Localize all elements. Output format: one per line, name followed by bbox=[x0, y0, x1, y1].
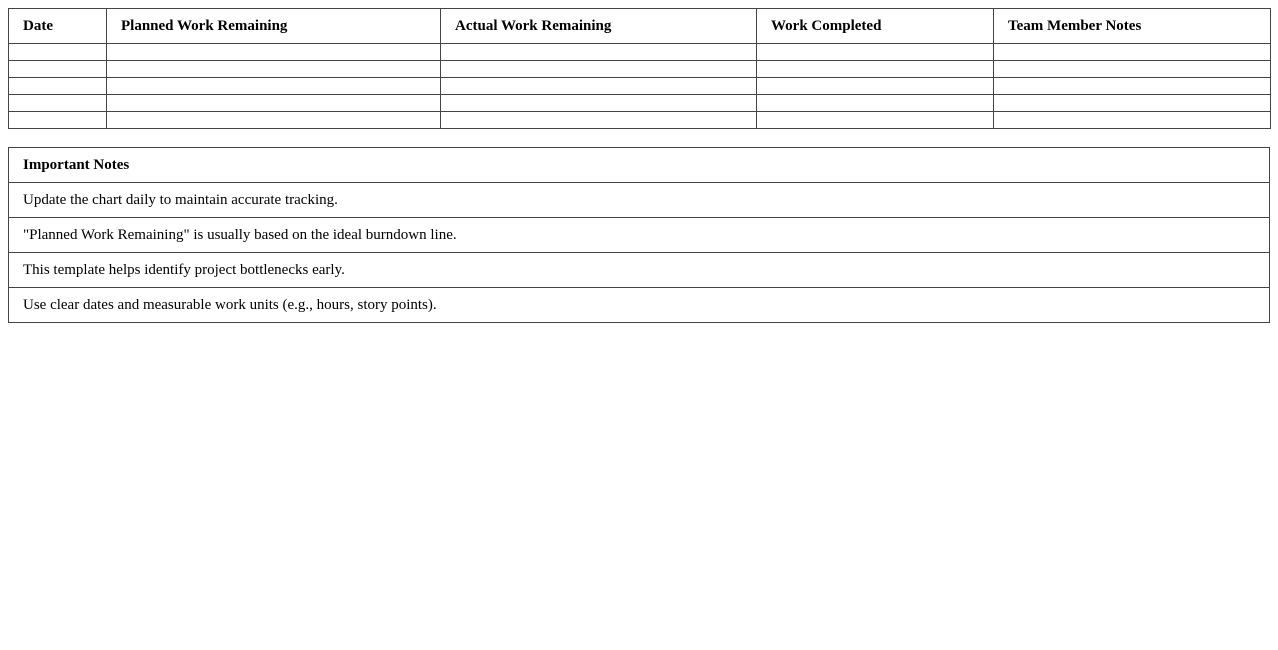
notes-header-row bbox=[9, 148, 1270, 183]
table-cell-actual[interactable] bbox=[441, 61, 757, 78]
column-header-planned-work-remaining: Planned Work Remaining bbox=[107, 9, 441, 44]
table-cell-planned[interactable] bbox=[107, 78, 441, 95]
column-header-date: Date bbox=[9, 9, 107, 44]
table-cell-completed[interactable] bbox=[757, 112, 994, 129]
table-cell-actual[interactable] bbox=[441, 44, 757, 61]
table-cell-notes[interactable] bbox=[994, 44, 1271, 61]
table-cell-completed[interactable] bbox=[757, 78, 994, 95]
table-cell-planned[interactable] bbox=[107, 44, 441, 61]
table-cell-planned[interactable] bbox=[107, 61, 441, 78]
table-row bbox=[9, 44, 1271, 61]
note-text: Use clear dates and measurable work units (e.g., hours, story points). bbox=[9, 288, 1270, 323]
table-cell-planned[interactable] bbox=[107, 112, 441, 129]
column-header-work-completed: Work Completed bbox=[757, 9, 994, 44]
burndown-table bbox=[8, 8, 1271, 129]
column-header-actual-work-remaining: Actual Work Remaining bbox=[441, 9, 757, 44]
list-item bbox=[9, 183, 1270, 218]
column-header-team-member-notes: Team Member Notes bbox=[994, 9, 1271, 44]
list-item bbox=[9, 288, 1270, 323]
table-cell-notes[interactable] bbox=[994, 112, 1271, 129]
table-cell-actual[interactable] bbox=[441, 112, 757, 129]
note-text: Update the chart daily to maintain accurate tracking. bbox=[9, 183, 1270, 218]
table-row bbox=[9, 112, 1271, 129]
table-cell-completed[interactable] bbox=[757, 95, 994, 112]
notes-title: Important Notes bbox=[9, 148, 1270, 183]
table-cell-date[interactable] bbox=[9, 112, 107, 129]
table-row bbox=[9, 61, 1271, 78]
table-cell-date[interactable] bbox=[9, 95, 107, 112]
table-cell-date[interactable] bbox=[9, 61, 107, 78]
table-header-row bbox=[9, 9, 1271, 44]
table-cell-notes[interactable] bbox=[994, 95, 1271, 112]
table-cell-date[interactable] bbox=[9, 78, 107, 95]
table-row bbox=[9, 95, 1271, 112]
list-item bbox=[9, 253, 1270, 288]
table-cell-notes[interactable] bbox=[994, 78, 1271, 95]
table-cell-actual[interactable] bbox=[441, 78, 757, 95]
table-cell-date[interactable] bbox=[9, 44, 107, 61]
list-item bbox=[9, 218, 1270, 253]
table-cell-notes[interactable] bbox=[994, 61, 1271, 78]
table-cell-actual[interactable] bbox=[441, 95, 757, 112]
note-text: This template helps identify project bottlenecks early. bbox=[9, 253, 1270, 288]
important-notes-table bbox=[8, 147, 1270, 323]
table-cell-completed[interactable] bbox=[757, 44, 994, 61]
note-text: "Planned Work Remaining" is usually based on the ideal burndown line. bbox=[9, 218, 1270, 253]
table-cell-planned[interactable] bbox=[107, 95, 441, 112]
table-row bbox=[9, 78, 1271, 95]
table-cell-completed[interactable] bbox=[757, 61, 994, 78]
